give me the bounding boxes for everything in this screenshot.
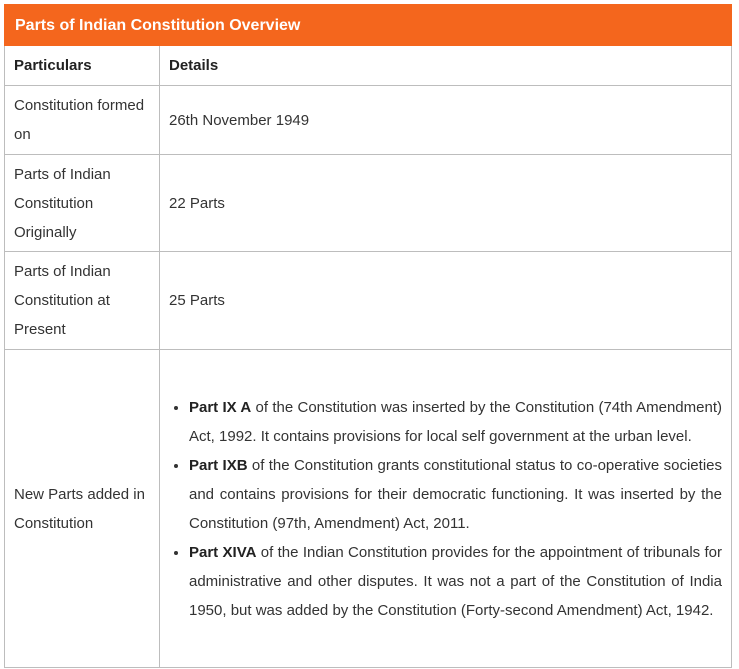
constitution-overview-container xyxy=(4,4,732,668)
header-details: Details xyxy=(160,46,732,86)
list-item xyxy=(189,393,722,451)
list-item xyxy=(189,451,722,538)
row-particular: Parts of Indian Constitution at Present xyxy=(5,252,160,350)
table-row xyxy=(5,252,732,350)
row-detail-list-cell xyxy=(160,350,732,668)
header-particulars: Particulars xyxy=(5,46,160,86)
table-header-row xyxy=(5,46,732,86)
table-row xyxy=(5,155,732,252)
row-detail: 22 Parts xyxy=(160,155,732,252)
constitution-overview-table xyxy=(4,4,732,668)
row-particular: New Parts added in Constitution xyxy=(5,350,160,668)
part-description: of the Indian Constitution provides for the appointment of tribunals for administrative and other disputes. It was not a part of the Constitution of India 1950, but was added by the Constitution (Forty-second Amendment) Act, 1942. xyxy=(189,543,723,619)
part-name: Part IX A xyxy=(189,398,252,416)
table-title-row xyxy=(5,5,732,46)
table-row-new-parts xyxy=(5,350,732,668)
new-parts-list xyxy=(169,393,722,625)
part-description: of the Constitution grants constitutional status to co-operative societies and contains provisions for their democratic functioning. It was inserted by the Constitution (97th, Amendment) Act, 2011. xyxy=(189,456,722,532)
part-description: of the Constitution was inserted by the Constitution (74th Amendment) Act, 1992. It contains provisions for local self government at the urban level. xyxy=(189,398,722,445)
row-detail: 26th November 1949 xyxy=(160,86,732,155)
part-name: Part IXB xyxy=(189,456,248,474)
table-row xyxy=(5,86,732,155)
table-title: Parts of Indian Constitution Overview xyxy=(5,5,732,46)
row-detail: 25 Parts xyxy=(160,252,732,350)
row-particular: Constitution formed on xyxy=(5,86,160,155)
part-name: Part XIVA xyxy=(189,543,257,561)
row-particular: Parts of Indian Constitution Originally xyxy=(5,155,160,252)
list-item xyxy=(189,538,722,625)
